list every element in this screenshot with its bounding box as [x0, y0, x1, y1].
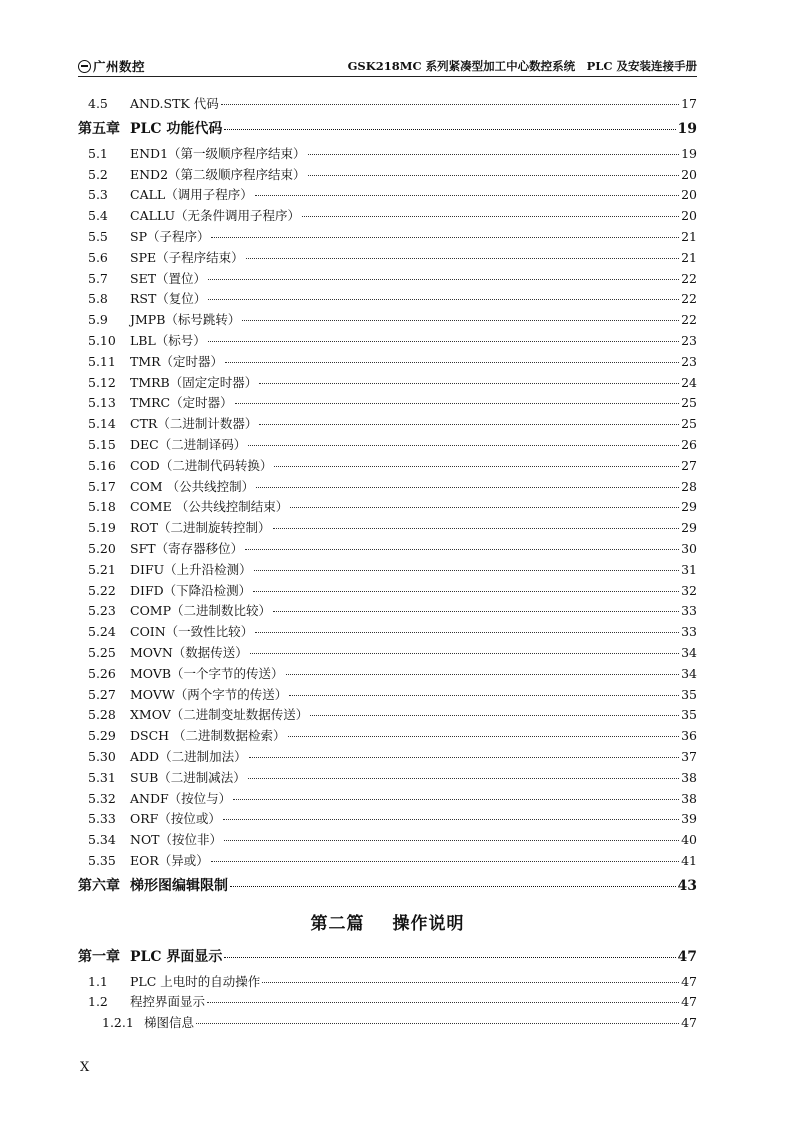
toc-entry-number: 1.1 [88, 973, 108, 989]
toc-entry-page: 38 [681, 790, 697, 806]
toc-leader-dots [245, 549, 679, 550]
toc-leader-dots [225, 362, 679, 363]
toc-entry-number: 第五章 [78, 120, 120, 137]
toc-entry-title: DIFU（上升沿检测） [130, 561, 252, 577]
toc-leader-dots [274, 466, 679, 467]
toc-entry-number: 5.12 [88, 374, 116, 390]
toc-entry[interactable] [78, 185, 697, 206]
toc-leader-dots [208, 341, 679, 342]
toc-entry[interactable] [78, 972, 697, 993]
toc-entry-number: 5.9 [88, 312, 108, 328]
toc-entry-number: 第一章 [78, 948, 120, 965]
toc-entry-page: 35 [681, 707, 697, 723]
toc-entry-number: 5.33 [88, 811, 116, 827]
toc-chapter-entry[interactable] [78, 872, 697, 901]
toc-leader-dots [196, 1023, 679, 1024]
toc-entry-number: 5.35 [88, 852, 116, 868]
toc-entry-title: COM （公共线控制） [130, 478, 255, 494]
toc-entry[interactable] [78, 664, 697, 685]
toc-leader-dots [253, 591, 679, 592]
toc-entry-title: PLC 功能代码 [130, 120, 223, 137]
toc-entry[interactable] [78, 435, 697, 456]
toc-entry[interactable] [78, 851, 697, 872]
toc-entry[interactable] [78, 809, 697, 830]
toc-entry-number: 5.10 [88, 332, 116, 348]
toc-entry-number: 5.24 [88, 624, 116, 640]
toc-entry-title: JMPB（标号跳转） [130, 312, 241, 328]
toc-entry[interactable] [78, 643, 697, 664]
toc-entry-page: 39 [681, 811, 697, 827]
toc-entry-title: TMRB（固定定时器） [130, 374, 258, 390]
toc-entry-number: 5.19 [88, 520, 116, 536]
toc-entry-number: 5.5 [88, 228, 108, 244]
toc-entry-number: 5.30 [88, 748, 116, 764]
toc-entry-page: 19 [681, 145, 697, 161]
toc-entry-title: 程控界面显示 [130, 994, 206, 1010]
toc-leader-dots [246, 258, 679, 259]
toc-entry-title: ADD（二进制加法） [130, 748, 247, 764]
toc-entry-page: 47 [681, 994, 697, 1010]
toc-entry-page: 25 [681, 416, 697, 432]
toc-leader-dots [302, 216, 679, 217]
toc-entry-title: SFT（寄存器移位） [130, 540, 244, 556]
toc-leader-dots [308, 154, 680, 155]
toc-leader-dots [207, 1002, 679, 1003]
toc-entry[interactable] [78, 94, 697, 115]
toc-leader-dots [233, 799, 679, 800]
toc-entry[interactable] [78, 497, 697, 518]
toc-entry-page: 22 [681, 270, 697, 286]
toc-entry-page: 33 [681, 603, 697, 619]
toc-entry-page: 29 [681, 520, 697, 536]
toc-entry-page: 20 [681, 166, 697, 182]
toc-entry-title: END1（第一级顺序程序结束） [130, 145, 306, 161]
toc-entry-title: PLC 上电时的自动操作 [130, 973, 261, 989]
toc-entry[interactable] [78, 248, 697, 269]
toc-entry[interactable] [78, 992, 697, 1013]
toc-entry-number: 5.18 [88, 499, 116, 515]
toc-leader-dots [208, 299, 679, 300]
toc-leader-dots [286, 674, 680, 675]
toc-entry-title: ROT（二进制旋转控制） [130, 520, 271, 536]
manual-title: GSK218MC 系列紧凑型加工中心数控系统 PLC 及安装连接手册 [347, 59, 697, 73]
toc-entry-title: SP（子程序） [130, 228, 210, 244]
toc-entry-number: 5.1 [88, 145, 108, 161]
toc-entry-page: 21 [681, 249, 697, 265]
toc-entry-number: 5.2 [88, 166, 108, 182]
toc-entry-title: CTR（二进制计数器） [130, 416, 258, 432]
toc-entry[interactable] [78, 581, 697, 602]
toc-entry-title: ANDF（按位与） [130, 790, 232, 806]
toc-leader-dots [290, 507, 679, 508]
toc-leader-dots [273, 611, 679, 612]
toc-entry-number: 5.3 [88, 187, 108, 203]
toc-entry-page: 23 [681, 353, 697, 369]
toc-entry-page: 40 [681, 832, 697, 848]
logo-icon [78, 60, 91, 73]
toc-entry[interactable] [78, 206, 697, 227]
table-of-contents [78, 94, 697, 1034]
toc-entry-title: CALL（调用子程序） [130, 187, 253, 203]
toc-entry[interactable] [78, 685, 697, 706]
toc-entry-number: 5.11 [88, 353, 116, 369]
toc-entry-number: 1.2 [88, 994, 108, 1010]
toc-entry-page: 32 [681, 582, 697, 598]
toc-entry[interactable] [78, 456, 697, 477]
toc-entry-number: 5.7 [88, 270, 108, 286]
toc-leader-dots [248, 445, 679, 446]
toc-entry-number: 5.32 [88, 790, 116, 806]
toc-leader-dots [224, 129, 675, 130]
toc-leader-dots [310, 715, 679, 716]
toc-entry-title: CALLU（无条件调用子程序） [130, 208, 301, 224]
toc-entry-title: TMRC（定时器） [130, 395, 233, 411]
toc-entry-page: 22 [681, 312, 697, 328]
toc-chapter-entry[interactable] [78, 115, 697, 144]
toc-entry-title: AND.STK 代码 [130, 96, 219, 111]
toc-entry[interactable] [78, 789, 697, 810]
toc-entry[interactable] [78, 518, 697, 539]
toc-entry[interactable] [78, 830, 697, 851]
toc-entry-number: 5.13 [88, 395, 116, 411]
toc-entry-number: 5.31 [88, 769, 116, 785]
toc-leader-dots [224, 957, 675, 958]
toc-entry-title: PLC 界面显示 [130, 948, 223, 965]
toc-entry-page: 47 [677, 948, 697, 965]
toc-entry-title: COIN（一致性比较） [130, 624, 254, 640]
toc-entry-title: TMR（定时器） [130, 353, 224, 369]
toc-entry[interactable] [78, 539, 697, 560]
toc-leader-dots [256, 487, 679, 488]
toc-entry[interactable] [78, 1013, 697, 1034]
toc-leader-dots [242, 320, 679, 321]
toc-leader-dots [248, 778, 679, 779]
toc-entry-number: 5.22 [88, 582, 116, 598]
toc-leader-dots [211, 861, 679, 862]
toc-leader-dots [255, 195, 679, 196]
toc-entry-page: 37 [681, 748, 697, 764]
toc-entry-number: 4.5 [88, 96, 108, 111]
toc-entry-title: NOT（按位非） [130, 832, 223, 848]
toc-entry-number: 5.20 [88, 540, 116, 556]
toc-entry-number: 5.34 [88, 832, 116, 848]
toc-leader-dots [259, 383, 679, 384]
toc-entry[interactable] [78, 393, 697, 414]
toc-entry[interactable] [78, 165, 697, 186]
toc-leader-dots [211, 237, 679, 238]
toc-leader-dots [223, 819, 679, 820]
toc-entry-number: 5.17 [88, 478, 116, 494]
toc-entry-page: 30 [681, 540, 697, 556]
toc-entry-title: MOVN（数据传送） [130, 644, 248, 660]
toc-entry[interactable] [78, 726, 697, 747]
toc-entry-page: 23 [681, 332, 697, 348]
toc-entry[interactable] [78, 269, 697, 290]
toc-entry-number: 5.15 [88, 436, 116, 452]
toc-leader-dots [221, 104, 679, 105]
toc-entry-title: ORF（按位或） [130, 811, 221, 827]
toc-entry-page: 24 [681, 374, 697, 390]
toc-leader-dots [208, 279, 679, 280]
toc-entry[interactable] [78, 477, 697, 498]
toc-entry-page: 26 [681, 436, 697, 452]
toc-entry-page: 47 [681, 973, 697, 989]
toc-entry-page: 34 [681, 644, 697, 660]
toc-entry-page: 43 [677, 877, 697, 894]
toc-entry[interactable] [78, 705, 697, 726]
toc-chapter-entry[interactable] [78, 943, 697, 972]
part-label: 第二篇 [310, 914, 365, 935]
toc-entry-number: 5.27 [88, 686, 116, 702]
toc-entry-page: 28 [681, 478, 697, 494]
toc-entry-title: 梯图信息 [144, 1015, 195, 1031]
part-title: 操作说明 [392, 914, 465, 935]
toc-leader-dots [288, 736, 680, 737]
toc-entry[interactable] [78, 352, 697, 373]
toc-entry[interactable] [78, 768, 697, 789]
toc-entry-page: 29 [681, 499, 697, 515]
toc-entry-page: 17 [681, 96, 697, 111]
toc-entry-number: 5.28 [88, 707, 116, 723]
toc-entry-title: DEC（二进制译码） [130, 436, 247, 452]
toc-leader-dots [230, 886, 676, 887]
company-logo [78, 57, 145, 75]
toc-entry[interactable] [78, 373, 697, 394]
page-number: X [80, 1060, 90, 1075]
toc-leader-dots [308, 175, 680, 176]
toc-entry-number: 5.8 [88, 291, 108, 307]
toc-entry-number: 1.2.1 [102, 1015, 134, 1031]
toc-entry-number: 5.25 [88, 644, 116, 660]
toc-entry[interactable] [78, 331, 697, 352]
toc-entry-page: 47 [681, 1015, 697, 1031]
toc-entry-number: 5.21 [88, 561, 116, 577]
toc-entry-page: 20 [681, 208, 697, 224]
toc-entry-page: 41 [681, 852, 697, 868]
toc-entry-page: 36 [681, 728, 697, 744]
toc-entry-title: XMOV（二进制变址数据传送） [130, 707, 309, 723]
toc-entry-page: 19 [677, 120, 697, 137]
toc-entry-title: COD（二进制代码转换） [130, 457, 273, 473]
toc-entry-title: SUB（二进制减法） [130, 769, 246, 785]
toc-entry-page: 33 [681, 624, 697, 640]
toc-entry-page: 20 [681, 187, 697, 203]
toc-entry-title: SPE（子程序结束） [130, 249, 244, 265]
toc-entry-number: 第六章 [78, 877, 120, 894]
page-header [78, 56, 697, 77]
toc-entry[interactable] [78, 560, 697, 581]
toc-entry-title: 梯形图编辑限制 [130, 877, 228, 894]
toc-leader-dots [259, 424, 679, 425]
toc-entry[interactable] [78, 289, 697, 310]
toc-entry-page: 27 [681, 457, 697, 473]
toc-entry[interactable] [78, 310, 697, 331]
toc-entry-page: 22 [681, 291, 697, 307]
toc-entry-page: 31 [681, 561, 697, 577]
part-heading [78, 901, 697, 943]
toc-leader-dots [249, 757, 680, 758]
toc-entry-title: DIFD（下降沿检测） [130, 582, 252, 598]
toc-entry-number: 5.16 [88, 457, 116, 473]
toc-entry-number: 5.14 [88, 416, 116, 432]
toc-leader-dots [255, 632, 679, 633]
toc-entry-number: 5.29 [88, 728, 116, 744]
toc-entry-title: DSCH （二进制数据检索） [130, 728, 286, 744]
toc-entry-title: COME （公共线控制结束） [130, 499, 289, 515]
toc-leader-dots [273, 528, 680, 529]
toc-entry[interactable] [78, 747, 697, 768]
toc-entry[interactable] [78, 227, 697, 248]
toc-section-bottom [78, 943, 697, 1034]
toc-entry-page: 38 [681, 769, 697, 785]
toc-entry-page: 21 [681, 228, 697, 244]
toc-entry-number: 5.23 [88, 603, 116, 619]
toc-entry-number: 5.4 [88, 208, 108, 224]
toc-leader-dots [235, 403, 679, 404]
toc-entry-title: COMP（二进制数比较） [130, 603, 272, 619]
toc-entry-number: 5.6 [88, 249, 108, 265]
toc-leader-dots [250, 653, 679, 654]
toc-leader-dots [224, 840, 679, 841]
toc-entry-page: 34 [681, 665, 697, 681]
toc-entry-title: END2（第二级顺序程序结束） [130, 166, 306, 182]
toc-leader-dots [254, 570, 679, 571]
toc-section-top [78, 94, 697, 901]
logo-text: 广州数控 [93, 59, 146, 74]
toc-entry-title: SET（置位） [130, 270, 207, 286]
toc-entry[interactable] [78, 144, 697, 165]
toc-entry[interactable] [78, 622, 697, 643]
toc-entry[interactable] [78, 414, 697, 435]
toc-entry-title: MOVW（两个字节的传送） [130, 686, 288, 702]
toc-entry-number: 5.26 [88, 665, 116, 681]
toc-entry-page: 35 [681, 686, 697, 702]
toc-leader-dots [289, 695, 679, 696]
toc-entry[interactable] [78, 601, 697, 622]
toc-entry-page: 25 [681, 395, 697, 411]
toc-entry-title: MOVB（一个字节的传送） [130, 665, 284, 681]
toc-entry-title: EOR（异或） [130, 852, 209, 868]
toc-entry-title: RST（复位） [130, 291, 207, 307]
toc-entry-title: LBL（标号） [130, 332, 206, 348]
toc-leader-dots [262, 982, 679, 983]
